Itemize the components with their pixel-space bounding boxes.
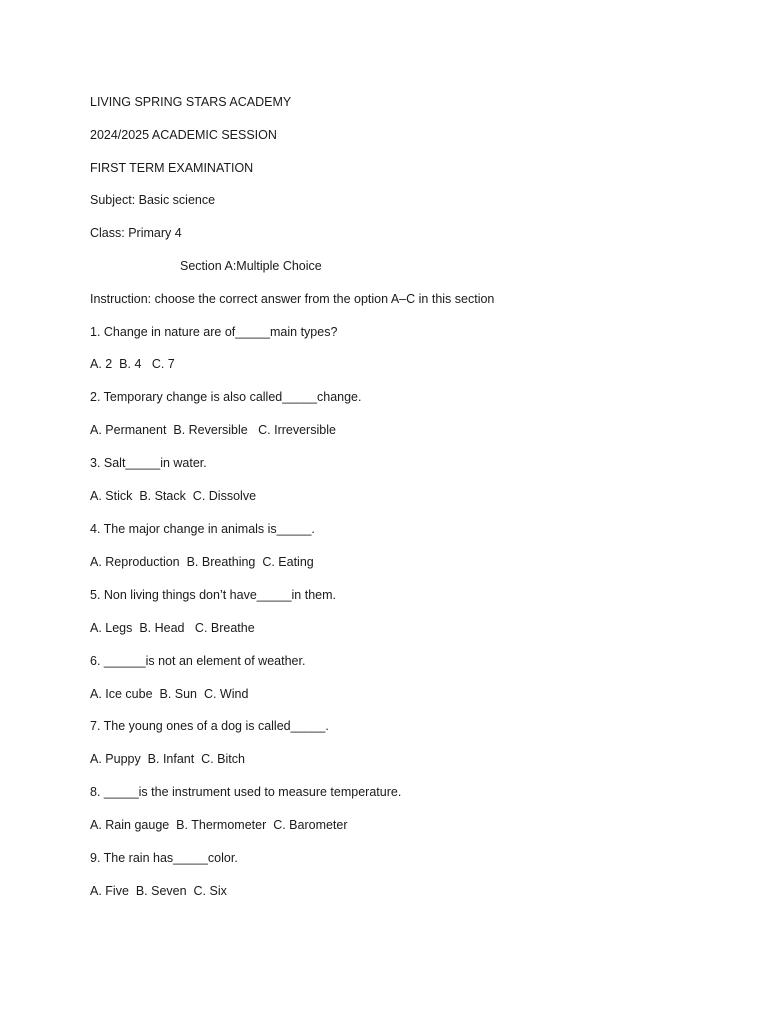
question-9: 9. The rain has_____color. xyxy=(90,851,238,865)
question-4: 4. The major change in animals is_____. xyxy=(90,522,315,536)
academic-session: 2024/2025 ACADEMIC SESSION xyxy=(90,128,277,142)
subject-line: Subject: Basic science xyxy=(90,193,216,207)
question-7: 7. The young ones of a dog is called_____. xyxy=(90,719,329,733)
exam-title: FIRST TERM EXAMINATION xyxy=(90,161,254,175)
options-1: A. 2 B. 4 C. 7 xyxy=(90,357,175,371)
school-name: LIVING SPRING STARS ACADEMY xyxy=(90,95,292,109)
options-6: A. Ice cube B. Sun C. Wind xyxy=(90,687,249,701)
options-9: A. Five B. Seven C. Six xyxy=(90,884,227,898)
question-6: 6. ______is not an element of weather. xyxy=(90,654,306,668)
options-3: A. Stick B. Stack C. Dissolve xyxy=(90,489,257,503)
question-8: 8. _____is the instrument used to measure temperature. xyxy=(90,785,402,799)
question-1: 1. Change in nature are of_____main types? xyxy=(90,325,338,339)
options-5: A. Legs B. Head C. Breathe xyxy=(90,621,255,635)
options-7: A. Puppy B. Infant C. Bitch xyxy=(90,752,245,766)
instruction-text: Instruction: choose the correct answer from the option A–C in this section xyxy=(90,292,495,306)
question-3: 3. Salt_____in water. xyxy=(90,456,207,470)
options-8: A. Rain gauge B. Thermometer C. Barometer xyxy=(90,818,348,832)
options-4: A. Reproduction B. Breathing C. Eating xyxy=(90,555,314,569)
class-line: Class: Primary 4 xyxy=(90,226,182,240)
options-2: A. Permanent B. Reversible C. Irreversible xyxy=(90,423,336,437)
question-5: 5. Non living things don’t have_____in them. xyxy=(90,588,336,602)
section-title: Section A:Multiple Choice xyxy=(180,259,322,273)
question-2: 2. Temporary change is also called_____change. xyxy=(90,390,362,404)
